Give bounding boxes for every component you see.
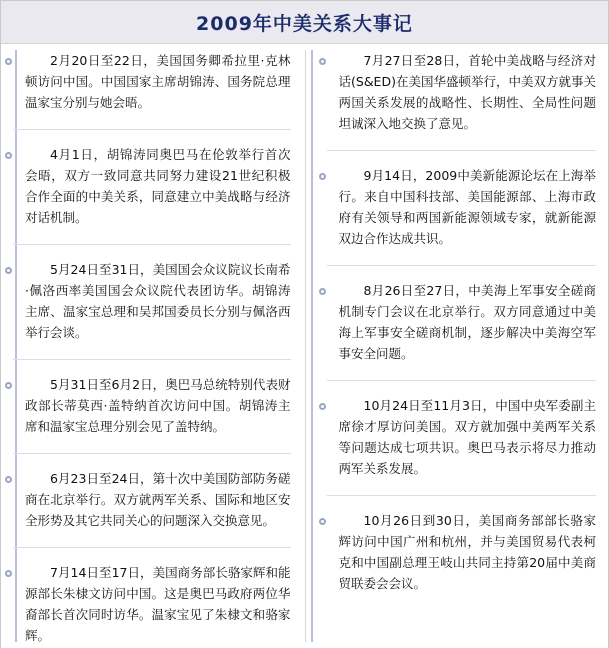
timeline-dot-icon	[319, 58, 326, 65]
timeline-entry-text: 2月20日至22日，美国国务卿希拉里·克林顿访问中国。中国国家主席胡锦涛、国务院总理温家宝分别与她会晤。	[25, 53, 291, 110]
timeline-dot-icon	[5, 267, 12, 274]
page-title: 2009年中美关系大事记	[196, 12, 413, 35]
timeline-dot-icon	[319, 403, 326, 410]
timeline-column-left	[9, 50, 305, 642]
entry-separator	[327, 495, 597, 496]
timeline-entry-list-left	[9, 50, 295, 646]
timeline-entry-text: 4月1日，胡锦涛同奥巴马在伦敦举行首次会晤，双方一致同意共同努力建设21世纪积极合作全面的中美关系，同意建立中美战略与经济对话机制。	[25, 147, 291, 225]
timeline-entry	[323, 50, 601, 134]
timeline-dot-icon	[5, 476, 12, 483]
entry-separator	[327, 265, 597, 266]
entry-separator	[13, 359, 291, 360]
entry-separator	[327, 150, 597, 151]
timeline-entry	[9, 562, 295, 646]
timeline-dot-icon	[5, 152, 12, 159]
timeline-entry-text: 10月26日到30日，美国商务部部长骆家辉访问中国广州和杭州，并与美国贸易代表柯克和中国副总理王岐山共同主持第20届中美商贸联委会会议。	[338, 513, 596, 591]
timeline-entry-list-right	[323, 50, 601, 594]
entry-separator	[13, 244, 291, 245]
timeline-entry-text: 5月24日至31日，美国国会众议院议长南希·佩洛西率美国国会众议院代表团访华。胡锦涛主席、温家宝总理和吴邦国委员长分别与佩洛西举行会谈。	[25, 262, 291, 340]
timeline-entry	[323, 395, 601, 479]
timeline-entry-text: 8月26日至27日，中美海上军事安全磋商机制专门会议在北京举行。双方同意通过中美海上军事安全磋商机制，逐步解决中美海空军事安全问题。	[338, 283, 596, 361]
timeline-entry	[9, 259, 295, 343]
timeline-dot-icon	[319, 173, 326, 180]
timeline-entry-text: 7月14日至17日，美国商务部长骆家辉和能源部长朱棣文访问中国。这是奥巴马政府两位华裔部长首次同时访华。温家宝见了朱棣文和骆家辉。	[25, 565, 291, 643]
entry-separator	[13, 453, 291, 454]
timeline-dot-icon	[5, 570, 12, 577]
timeline-dot-icon	[319, 288, 326, 295]
timeline-body	[1, 44, 608, 648]
timeline-entry-text: 6月23日至24日，第十次中美国防部防务磋商在北京举行。双方就两军关系、国际和地区安全形势及其它共同关心的问题深入交换意见。	[25, 471, 291, 528]
timeline-entry	[323, 280, 601, 364]
timeline-entry	[323, 165, 601, 249]
timeline-entry	[323, 510, 601, 594]
timeline-dot-icon	[319, 518, 326, 525]
entry-separator	[13, 129, 291, 130]
timeline-entry-text: 7月27日至28日，首轮中美战略与经济对话(S&ED)在美国华盛顿举行，中美双方就事关两国关系发展的战略性、长期性、全局性问题坦诚深入地交换了意见。	[338, 53, 596, 131]
entry-separator	[13, 547, 291, 548]
timeline-entry-text: 5月31日至6月2日，奥巴马总统特别代表财政部长蒂莫西·盖特纳首次访问中国。胡锦涛主席和温家宝总理分别会见了盖特纳。	[25, 377, 291, 434]
timeline-entry	[9, 468, 295, 531]
title-bar	[1, 1, 608, 44]
timeline-rail-right	[311, 50, 313, 642]
timeline-entry	[9, 144, 295, 228]
timeline-entry-text: 9月14日，2009中美新能源论坛在上海举行。来自中国科技部、美国能源部、上海市政府有关领导和两国新能源领域专家，就新能源双边合作达成共识。	[338, 168, 596, 246]
timeline-entry	[9, 50, 295, 113]
timeline-dot-icon	[5, 382, 12, 389]
timeline-dot-icon	[5, 58, 12, 65]
timeline-column-right	[305, 50, 601, 642]
timeline-entry-text: 10月24日至11月3日，中国中央军委副主席徐才厚访问美国。双方就加强中美两军关系等问题达成七项共识。奥巴马表示将尽力推动两军关系发展。	[338, 398, 596, 476]
entry-separator	[327, 380, 597, 381]
timeline-entry	[9, 374, 295, 437]
